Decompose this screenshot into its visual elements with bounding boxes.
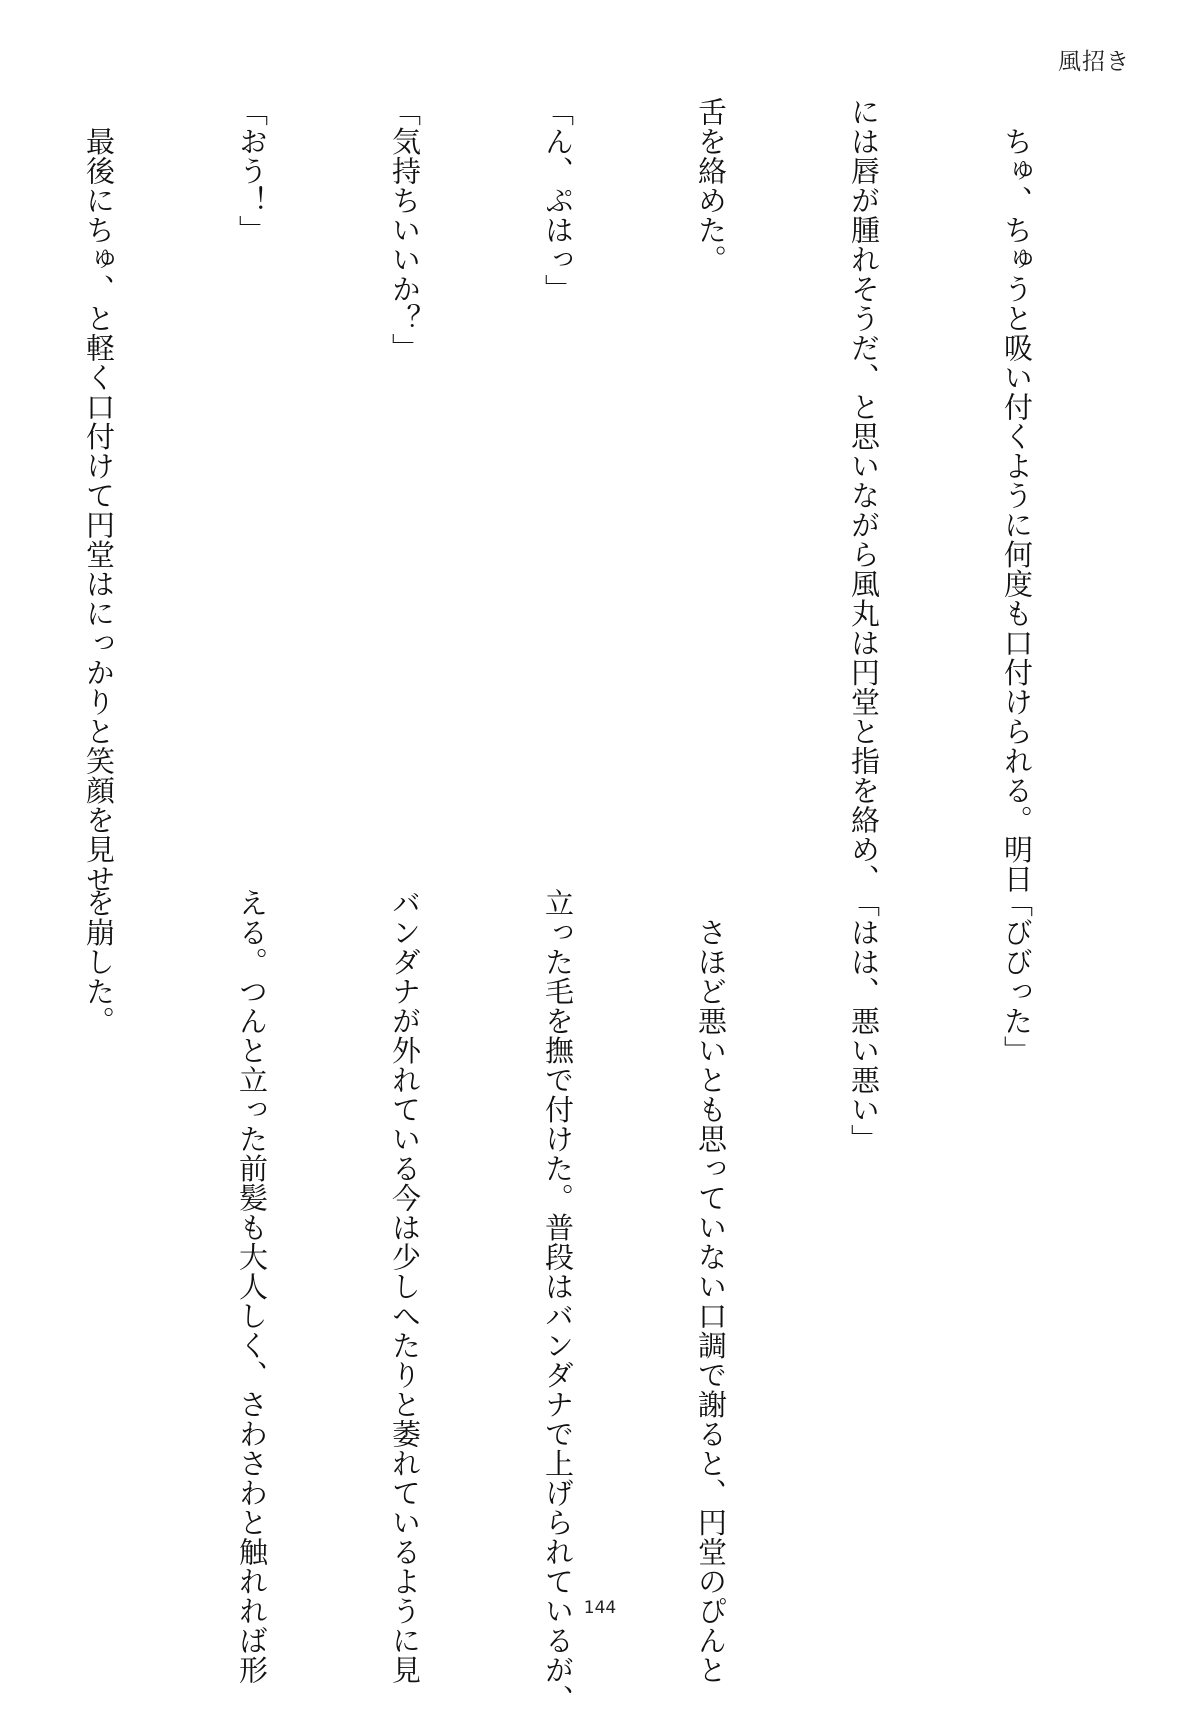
text-line: 「気持ちいいか？」 <box>388 97 422 363</box>
text-line: には唇が腫れそうだ、と思いながら風丸は円堂と指を絡め、 <box>847 97 881 894</box>
running-header-title: 風招き <box>1058 49 1130 75</box>
text-line: 立った毛を撫で付けた。普段はバンダナで上げられているが、 <box>541 888 575 1714</box>
page-number: 144 <box>583 1598 617 1618</box>
text-line: 「びびった」 <box>1000 888 1034 1065</box>
text-line: える。つんと立った前髪も大人しく、さわさわと触れれば形 <box>235 888 269 1685</box>
text-line: 「ん、ぷはっ」 <box>541 97 575 304</box>
text-line: 「おう！」 <box>235 97 269 245</box>
upper-text-block <box>82 97 1144 894</box>
text-line: さほど悪いとも思っていない口調で謝ると、円堂のぴんと <box>694 888 728 1685</box>
text-line: 舌を絡めた。 <box>694 97 728 274</box>
text-line: バンダナが外れている今は少しへたりと萎れているように見 <box>388 888 422 1685</box>
text-line: 最後にちゅ、と軽く口付けて円堂はにっかりと笑顔を見せ <box>82 97 116 894</box>
text-line: 「はは、悪い悪い」 <box>847 888 881 1154</box>
text-line: を崩した。 <box>82 888 116 1036</box>
text-line: ちゅ、ちゅうと吸い付くように何度も口付けられる。明日 <box>1000 97 1034 894</box>
